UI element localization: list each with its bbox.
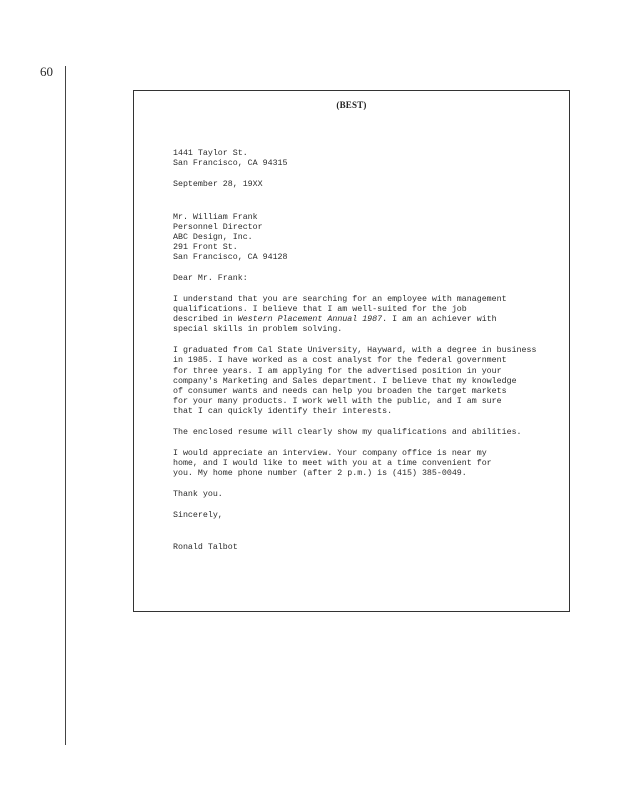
paragraph-line: home, and I would like to meet with you at a time convenient for: [173, 458, 492, 468]
paragraph-line: qualifications. I believe that I am well-suited for the job: [173, 305, 467, 315]
paragraph-line: in 1985. I have worked as a cost analyst for the federal government: [173, 356, 507, 366]
paragraph-text: . I am an achiever with: [382, 315, 497, 325]
salutation: Dear Mr. Frank:: [173, 274, 248, 284]
page-number: 60: [40, 64, 53, 79]
margin-rule: [65, 66, 66, 745]
sender-address-line: 1441 Taylor St.: [173, 149, 248, 158]
paragraph-interview: [173, 449, 563, 480]
paragraph-line: for your many products. I work well with the public, and I am sure: [173, 397, 502, 407]
recipient-line: San Francisco, CA 94128: [173, 253, 288, 263]
paragraph-line: The enclosed resume will clearly show my qualifications and abilities.: [173, 428, 522, 438]
paragraph-line: I graduated from Cal State University, Hayward, with a degree in business: [173, 346, 537, 356]
sender-address: [173, 149, 563, 169]
paragraph-background: [173, 346, 563, 417]
recipient-line: Mr. William Frank: [173, 212, 258, 222]
paragraph-resume: [173, 428, 563, 438]
closing: Sincerely,: [173, 510, 223, 520]
paragraph-line: you. My home phone number (after 2 p.m.) is (415) 385-0049.: [173, 469, 467, 479]
letter-date: September 28, 19XX: [173, 179, 263, 189]
paragraph-line: I understand that you are searching for an employee with management: [173, 294, 507, 304]
paragraph-intro: [173, 295, 563, 336]
letter-body: [173, 149, 563, 553]
recipient-line: Personnel Director: [173, 222, 263, 232]
letter-tag: (BEST): [336, 100, 367, 110]
paragraph-text: described in: [173, 315, 238, 325]
paragraph-line: of consumer wants and needs can help you broaden the target markets: [173, 386, 507, 396]
paragraph-line: special skills in problem solving.: [173, 325, 343, 335]
paragraph-line: [173, 315, 563, 325]
paragraph-line: that I can quickly identify their interests.: [173, 407, 393, 417]
thanks-line: Thank you.: [173, 489, 223, 499]
recipient-address: [173, 213, 563, 264]
paragraph-line: for three years. I am applying for the advertised position in your: [173, 366, 502, 376]
paragraph-line: company's Marketing and Sales department. I believe that my knowledge: [173, 376, 517, 386]
recipient-line: ABC Design, Inc.: [173, 233, 253, 243]
publication-title: Western Placement Annual 1987: [237, 315, 383, 325]
sample-letter-box: [133, 90, 570, 612]
recipient-line: 291 Front St.: [173, 243, 238, 253]
paragraph-line: I would appreciate an interview. Your company office is near my: [173, 448, 487, 458]
signature-name: Ronald Talbot: [173, 542, 238, 552]
sender-address-line: San Francisco, CA 94315: [173, 159, 288, 169]
